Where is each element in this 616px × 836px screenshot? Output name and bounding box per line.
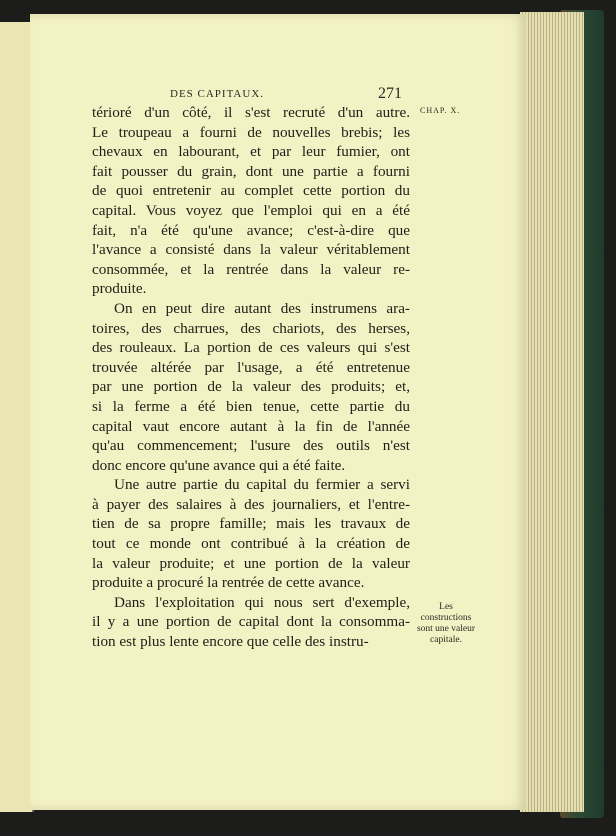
- margin-note-line: sont une valeur: [416, 624, 476, 634]
- text-line: fait pousser du grain, dont une partie a fourni: [92, 162, 410, 180]
- text-line: si la ferme a été bien tenue, cette partie du: [92, 397, 410, 415]
- text-line: produite.: [92, 280, 147, 298]
- text-line: Une autre partie du capital du fermier a servi: [114, 476, 410, 494]
- margin-note-line: constructions: [420, 613, 472, 623]
- text-line: tion est plus lente encore que celle des instru-: [92, 633, 369, 651]
- text-line: il y a une portion de capital dont la consomma-: [92, 613, 410, 631]
- text-line: On en peut dire autant des instrumens ara-: [114, 299, 410, 317]
- text-line: térioré d'un côté, il s'est recruté d'un autre.: [92, 104, 410, 121]
- text-line: qu'au commencement; l'usure des outils n'est: [92, 437, 410, 455]
- text-line: toires, des charrues, des chariots, des herses,: [92, 319, 410, 337]
- body-text: [92, 103, 410, 652]
- page-edges: [520, 12, 584, 812]
- margin-note: [412, 602, 480, 646]
- text-line: trouvée altérée par l'usage, a été entretenue: [92, 358, 410, 376]
- text-line: la valeur produite; et une portion de la valeur: [92, 554, 410, 572]
- text-line: Dans l'exploitation qui nous sert d'exemple,: [114, 593, 410, 611]
- text-line: de quoi entretenir au complet cette portion du: [92, 182, 410, 200]
- text-line: l'avance a consisté dans la valeur véritablement: [92, 241, 410, 259]
- text-line: donc encore qu'une avance qui a été faite.: [92, 456, 346, 474]
- text-line: par une portion de la valeur des produits; et,: [92, 378, 410, 396]
- text-line: produite a procuré la rentrée de cette avance.: [92, 574, 365, 592]
- margin-note-line: capitale.: [430, 635, 462, 645]
- facing-page-edge: [0, 22, 34, 812]
- page-number: 271: [378, 85, 402, 102]
- text-line: tien de sa propre famille; mais les travaux de: [92, 515, 410, 533]
- running-title: DES CAPITAUX.: [170, 88, 265, 100]
- text-line: chevaux en labourant, et par leur fumier, ont: [92, 143, 410, 161]
- margin-note-line: Les: [439, 602, 453, 612]
- text-line: à payer des salaires à des journaliers, et l'entre-: [92, 495, 410, 513]
- text-line: des rouleaux. La portion de ces valeurs qui s'est: [92, 339, 410, 357]
- text-line: capital. Vous voyez que l'emploi qui en a été: [92, 201, 410, 219]
- chapter-marker: CHAP. X.: [420, 106, 461, 115]
- text-line: consommée, et la rentrée dans la valeur re-: [92, 260, 410, 278]
- text-line: capital vaut encore autant à la fin de l'année: [92, 417, 410, 435]
- text-line: tout ce monde ont contribué à la création de: [92, 535, 410, 553]
- text-line: Le troupeau a fourni de nouvelles brebis; les: [92, 123, 410, 141]
- text-line: fait, n'a été qu'une avance; c'est-à-dire que: [92, 221, 410, 239]
